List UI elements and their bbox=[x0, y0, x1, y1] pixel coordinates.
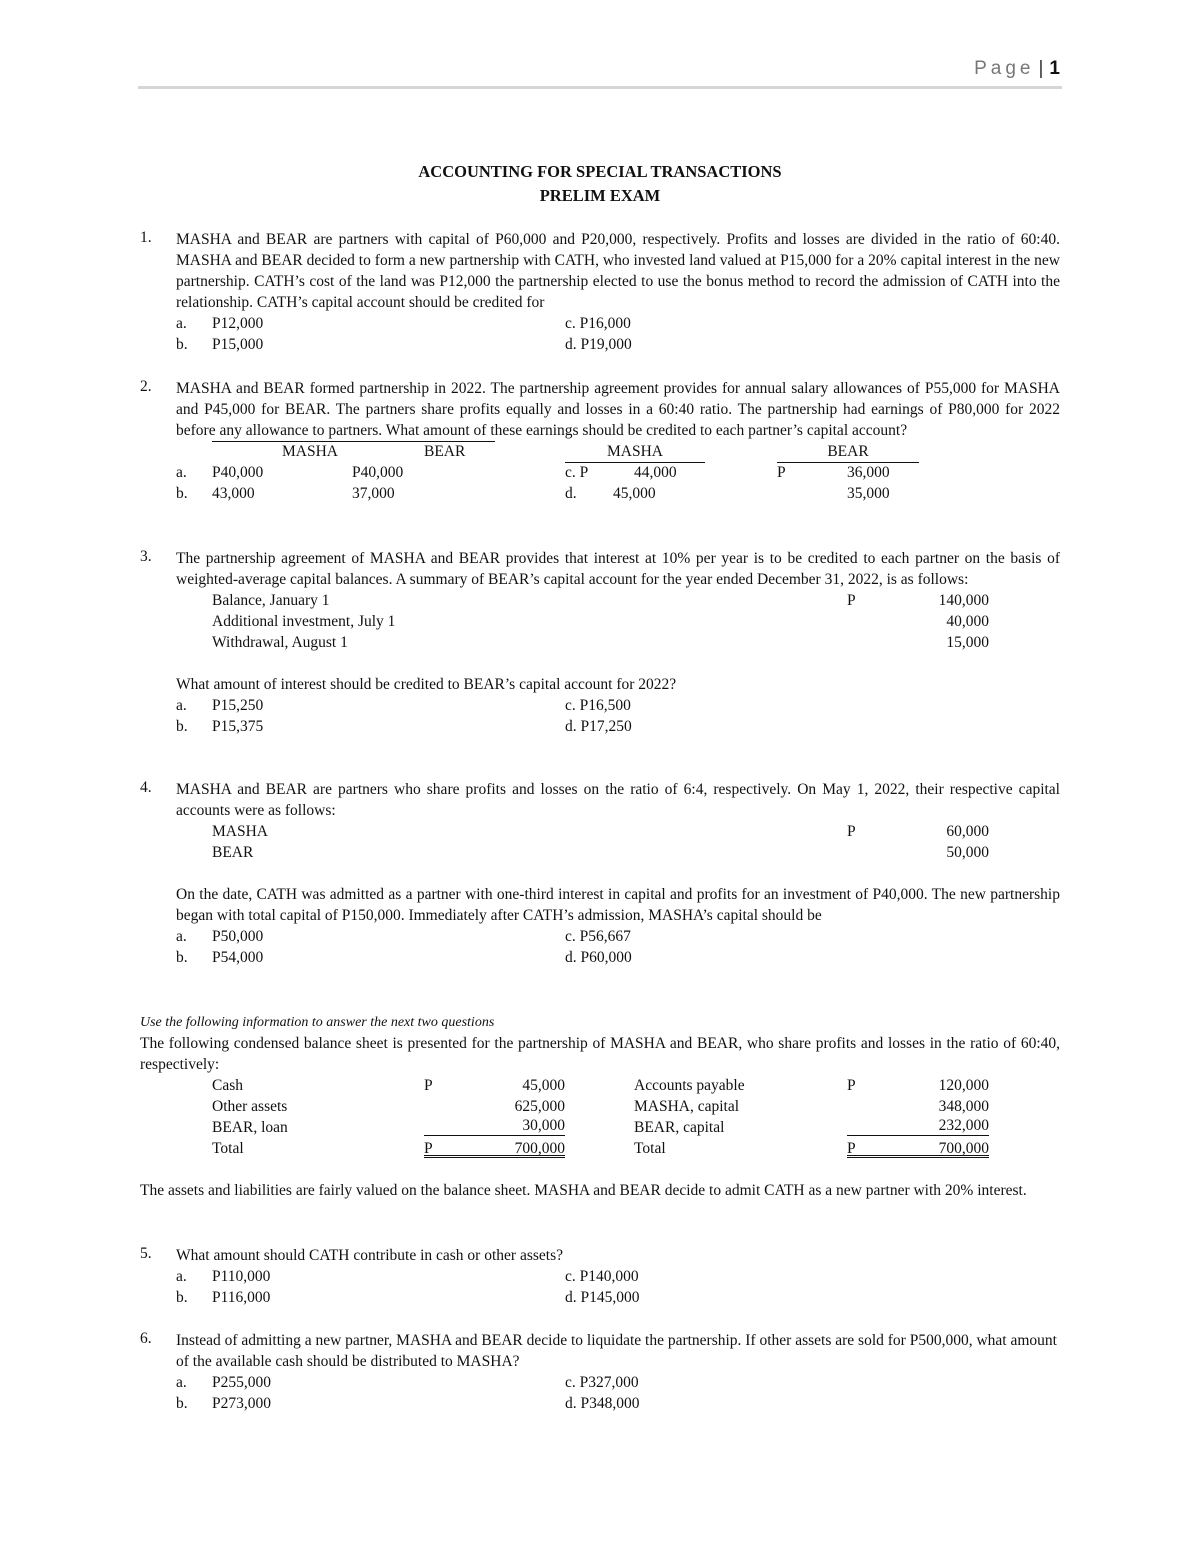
choice-row bbox=[140, 695, 1060, 716]
choice-c-label: c. P bbox=[565, 464, 589, 481]
choice-a-label: a. bbox=[176, 464, 187, 481]
bs-right-peso: P bbox=[847, 1140, 856, 1157]
choice-a-label: a. bbox=[176, 315, 187, 332]
choice-b-label: b. bbox=[176, 336, 188, 353]
choice-b: P273,000 bbox=[212, 1395, 271, 1412]
question-6 bbox=[140, 1330, 1060, 1414]
exam-title: ACCOUNTING FOR SPECIAL TRANSACTIONS bbox=[418, 162, 782, 181]
header-rule bbox=[138, 86, 1062, 89]
question-3 bbox=[140, 548, 1060, 737]
choice-b-label: b. bbox=[176, 1395, 188, 1412]
exam-subtitle: PRELIM EXAM bbox=[539, 186, 661, 205]
balance-sheet bbox=[140, 1075, 1060, 1159]
question-5 bbox=[140, 1245, 1060, 1308]
schedule-label: Additional investment, July 1 bbox=[212, 613, 396, 630]
schedule-row bbox=[140, 590, 1060, 611]
question-text: On the date, CATH was admitted as a partner with one-third interest in capital and profits for an investment of P40,000. The new partnership began with total capital of P150,000. Immediately after CATH’s admission, MASHA’s capital should be bbox=[176, 886, 1060, 924]
page-number: 1 bbox=[1049, 58, 1060, 79]
choice-row bbox=[140, 483, 1060, 504]
choice-c: c. P56,667 bbox=[565, 928, 631, 945]
bs-right-label: Accounts payable bbox=[634, 1077, 745, 1094]
schedule-amount: 40,000 bbox=[946, 613, 989, 630]
choice-a: P15,250 bbox=[212, 697, 264, 714]
choice-b: P54,000 bbox=[212, 949, 264, 966]
choice-a-label: a. bbox=[176, 1268, 187, 1285]
choice-d: d. P348,000 bbox=[565, 1395, 640, 1412]
choice-a-label: a. bbox=[176, 1374, 187, 1391]
question-2 bbox=[140, 378, 1060, 504]
balance-sheet-total-row bbox=[140, 1138, 1060, 1159]
bs-left-label: BEAR, loan bbox=[212, 1119, 288, 1136]
page-label: Page bbox=[974, 58, 1035, 79]
balance-sheet-row bbox=[140, 1117, 1060, 1138]
schedule-amount: 15,000 bbox=[946, 634, 989, 651]
choice-b-label: b. bbox=[176, 718, 188, 735]
choice-c: c. P327,000 bbox=[565, 1374, 639, 1391]
schedule-peso: P bbox=[847, 592, 856, 609]
choice-b: P116,000 bbox=[212, 1289, 271, 1306]
info-note: The assets and liabilities are fairly valued on the balance sheet. MASHA and BEAR decide to admit CATH as a new partner with 20% interest. bbox=[140, 1182, 1027, 1199]
schedule-amount: 50,000 bbox=[946, 844, 989, 861]
choice-b-bear: 37,000 bbox=[352, 485, 395, 502]
choice-row bbox=[140, 926, 1060, 947]
choice-row bbox=[140, 334, 1060, 355]
choice-d: d. P145,000 bbox=[565, 1289, 640, 1306]
question-text: What amount of interest should be credited to BEAR’s capital account for 2022? bbox=[176, 676, 677, 693]
choice-d: d. P60,000 bbox=[565, 949, 632, 966]
bs-left-amount: 625,000 bbox=[514, 1098, 565, 1115]
schedule-label: BEAR bbox=[212, 844, 254, 861]
choice-a: P110,000 bbox=[212, 1268, 271, 1285]
question-number: 2. bbox=[140, 378, 152, 395]
schedule-row bbox=[140, 611, 1060, 632]
schedule-row bbox=[140, 842, 1060, 863]
choice-row bbox=[140, 313, 1060, 334]
bs-left-label: Total bbox=[212, 1140, 244, 1157]
column-header-row bbox=[140, 441, 1060, 462]
question-text: Instead of admitting a new partner, MASHA and BEAR decide to liquidate the partnership. If other assets are sold for P500,000, what amount of the available cash should be distributed to MASHA? bbox=[176, 1332, 1057, 1370]
choice-b-label: b. bbox=[176, 485, 188, 502]
question-number: 3. bbox=[140, 548, 152, 565]
balance-sheet-row bbox=[140, 1075, 1060, 1096]
bs-right-label: BEAR, capital bbox=[634, 1119, 725, 1136]
question-1 bbox=[140, 229, 1060, 355]
choice-row bbox=[140, 1287, 1060, 1308]
schedule-row bbox=[140, 632, 1060, 653]
choice-c: c. P140,000 bbox=[565, 1268, 639, 1285]
info-heading: Use the following information to answer the next two questions bbox=[140, 1015, 495, 1030]
choice-a: P12,000 bbox=[212, 315, 264, 332]
bs-right-peso: P bbox=[847, 1077, 856, 1094]
column-header-bear: BEAR bbox=[424, 443, 466, 460]
choice-d: d. P17,250 bbox=[565, 718, 632, 735]
choice-c: c. P16,500 bbox=[565, 697, 631, 714]
choice-d-masha: 45,000 bbox=[613, 485, 656, 502]
bs-left-total: 700,000 bbox=[514, 1140, 565, 1157]
choice-row bbox=[140, 947, 1060, 968]
schedule-peso: P bbox=[847, 823, 856, 840]
info-section bbox=[140, 1012, 1060, 1201]
question-number: 6. bbox=[140, 1330, 152, 1347]
choice-b-label: b. bbox=[176, 1289, 188, 1306]
bs-left-amount: 30,000 bbox=[424, 1117, 565, 1136]
choice-row bbox=[140, 716, 1060, 737]
choice-d-label: d. bbox=[565, 485, 577, 502]
choice-c: c. P16,000 bbox=[565, 315, 631, 332]
bs-left-peso: P bbox=[424, 1077, 433, 1094]
schedule-label: Withdrawal, August 1 bbox=[212, 634, 348, 651]
page-header: Page | 1 bbox=[974, 58, 1060, 79]
info-text: The following condensed balance sheet is presented for the partnership of MASHA and BEAR, who share profits and losses in the ratio of 60:40, respectively: bbox=[140, 1035, 1060, 1073]
question-4 bbox=[140, 779, 1060, 968]
question-text: The partnership agreement of MASHA and BEAR provides that interest at 10% per year is to be credited to each partner on the basis of weighted-average capital balances. A summary of BEAR’s capital account for the year ended December 31, 2022, is as follows: bbox=[176, 550, 1060, 588]
schedule-label: MASHA bbox=[212, 823, 268, 840]
choice-row bbox=[140, 1393, 1060, 1414]
schedule-amount: 140,000 bbox=[938, 592, 989, 609]
balance-sheet-row bbox=[140, 1096, 1060, 1117]
choice-c-masha: 44,000 bbox=[634, 464, 677, 481]
choice-c-peso: P bbox=[777, 464, 786, 481]
question-text: What amount should CATH contribute in cash or other assets? bbox=[176, 1247, 563, 1264]
column-header-masha: MASHA bbox=[565, 441, 705, 463]
schedule-amount: 60,000 bbox=[946, 823, 989, 840]
choice-d-bear: 35,000 bbox=[847, 485, 890, 502]
bs-left-peso: P bbox=[424, 1140, 433, 1157]
choice-a-label: a. bbox=[176, 928, 187, 945]
choice-a: P255,000 bbox=[212, 1374, 271, 1391]
question-text: MASHA and BEAR are partners with capital of P60,000 and P20,000, respectively. Profits and losses are divided in the ratio of 60:40. MASHA and BEAR decided to form a new partnership with CATH, who invested land valued at P15,000 for a 20% capital interest in the new partnership. CATH’s cost of the land was P12,000 the partnership elected to use the bonus method to record the admission of CATH into the relationship. CATH’s capital account should be credited for bbox=[176, 231, 1060, 311]
choice-b-label: b. bbox=[176, 949, 188, 966]
bs-right-amount: 348,000 bbox=[938, 1098, 989, 1115]
bs-right-label: MASHA, capital bbox=[634, 1098, 740, 1115]
bs-right-total: 700,000 bbox=[938, 1140, 989, 1157]
choice-a-bear: P40,000 bbox=[352, 464, 404, 481]
bs-right-amount: 232,000 bbox=[847, 1117, 989, 1136]
schedule-row bbox=[140, 821, 1060, 842]
bs-left-label: Cash bbox=[212, 1077, 243, 1094]
choice-b: P15,375 bbox=[212, 718, 264, 735]
choice-a-masha: P40,000 bbox=[212, 464, 264, 481]
schedule-label: Balance, January 1 bbox=[212, 592, 330, 609]
question-number: 4. bbox=[140, 779, 152, 796]
column-header-bear: BEAR bbox=[777, 441, 919, 463]
choice-row bbox=[140, 462, 1060, 483]
question-number: 5. bbox=[140, 1245, 152, 1262]
choice-d: d. P19,000 bbox=[565, 336, 632, 353]
choice-row bbox=[140, 1266, 1060, 1287]
question-text: MASHA and BEAR are partners who share profits and losses on the ratio of 6:4, respectively. On May 1, 2022, their respective capital accounts were as follows: bbox=[176, 781, 1060, 819]
question-number: 1. bbox=[140, 229, 152, 246]
bs-left-amount: 45,000 bbox=[522, 1077, 565, 1094]
bs-left-label: Other assets bbox=[212, 1098, 288, 1115]
bs-right-amount: 120,000 bbox=[938, 1077, 989, 1094]
column-header-masha: MASHA bbox=[282, 443, 338, 460]
choice-row bbox=[140, 1372, 1060, 1393]
bs-right-label: Total bbox=[634, 1140, 666, 1157]
question-text: MASHA and BEAR formed partnership in 2022. The partnership agreement provides for annual salary allowances of P55,000 for MASHA and P45,000 for BEAR. The partners share profits equally and losses in a 60:40 ratio. The partnership had earnings of P80,000 for 2022 before any allowance to partners. What amount of these earnings should be credited to each partner’s capital account? bbox=[176, 380, 1060, 439]
choice-a-label: a. bbox=[176, 697, 187, 714]
choice-b: P15,000 bbox=[212, 336, 264, 353]
choice-b-masha: 43,000 bbox=[212, 485, 255, 502]
choice-a: P50,000 bbox=[212, 928, 264, 945]
choice-c-bear: 36,000 bbox=[847, 464, 890, 481]
